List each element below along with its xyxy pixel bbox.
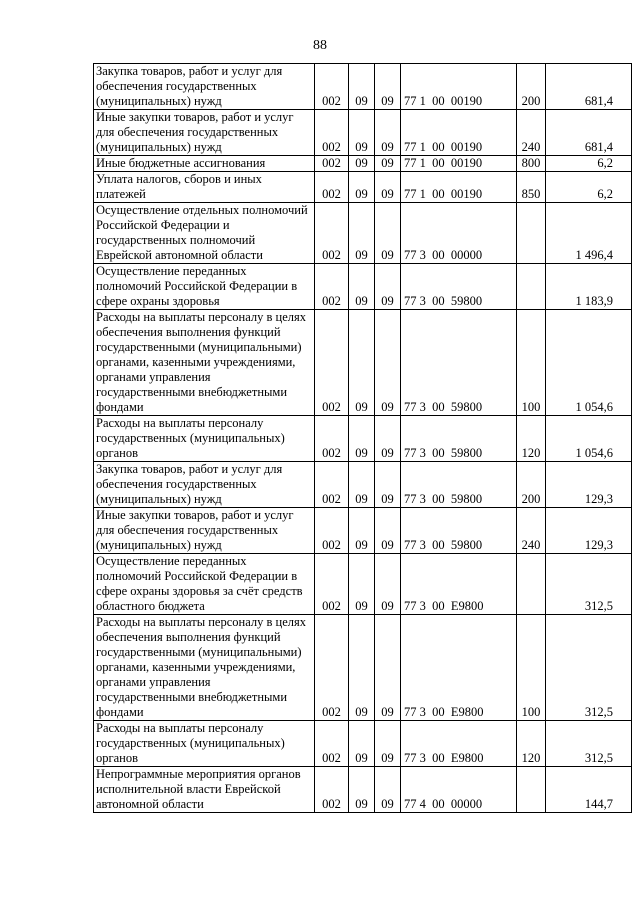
section-code: 09: [349, 172, 375, 203]
target-article-code: 77 3 00 59800: [401, 462, 517, 508]
target-article-code: 77 3 00 59800: [401, 264, 517, 310]
amount: 1 054,6: [546, 310, 632, 416]
expense-type-code: 240: [517, 110, 546, 156]
item-name: Иные закупки товаров, работ и услуг для обеспечения государственных (муниципальных) нужд: [94, 110, 315, 156]
expense-type-code: 850: [517, 172, 546, 203]
expense-type-code: 200: [517, 64, 546, 110]
target-article-code: 77 3 00 E9800: [401, 554, 517, 615]
ministry-code: 002: [315, 721, 349, 767]
table-row: [94, 508, 632, 554]
subsection-code: 09: [375, 203, 401, 264]
subsection-code: 09: [375, 416, 401, 462]
table-row: [94, 64, 632, 110]
item-name: Уплата налогов, сборов и иных платежей: [94, 172, 315, 203]
expense-type-code: 100: [517, 615, 546, 721]
amount: 1 183,9: [546, 264, 632, 310]
table-body: [94, 64, 632, 813]
amount: 6,2: [546, 156, 632, 172]
expense-type-code: [517, 767, 546, 813]
subsection-code: 09: [375, 462, 401, 508]
table-row: [94, 156, 632, 172]
subsection-code: 09: [375, 615, 401, 721]
target-article-code: 77 3 00 59800: [401, 310, 517, 416]
amount: 1 054,6: [546, 416, 632, 462]
subsection-code: 09: [375, 554, 401, 615]
section-code: 09: [349, 554, 375, 615]
subsection-code: 09: [375, 508, 401, 554]
ministry-code: 002: [315, 416, 349, 462]
section-code: 09: [349, 416, 375, 462]
table-row: [94, 310, 632, 416]
section-code: 09: [349, 615, 375, 721]
section-code: 09: [349, 110, 375, 156]
section-code: 09: [349, 203, 375, 264]
target-article-code: 77 4 00 00000: [401, 767, 517, 813]
subsection-code: 09: [375, 64, 401, 110]
ministry-code: 002: [315, 156, 349, 172]
amount: 6,2: [546, 172, 632, 203]
amount: 129,3: [546, 508, 632, 554]
ministry-code: 002: [315, 462, 349, 508]
item-name: Осуществление отдельных полномочий Российской Федерации и государственных полномочий Еврейской автономной области: [94, 203, 315, 264]
target-article-code: 77 1 00 00190: [401, 156, 517, 172]
item-name: Расходы на выплаты персоналу государственных (муниципальных) органов: [94, 721, 315, 767]
table-row: [94, 554, 632, 615]
item-name: Расходы на выплаты персоналу в целях обеспечения выполнения функций государственными (муниципальными) органами, казенными учреждениями, органами управления государственными внебюджетными фондами: [94, 310, 315, 416]
ministry-code: 002: [315, 172, 349, 203]
ministry-code: 002: [315, 310, 349, 416]
target-article-code: 77 1 00 00190: [401, 172, 517, 203]
expense-type-code: [517, 264, 546, 310]
expense-type-code: [517, 554, 546, 615]
table-row: [94, 767, 632, 813]
expense-type-code: 100: [517, 310, 546, 416]
amount: 144,7: [546, 767, 632, 813]
item-name: Непрограммные мероприятия органов исполнительной власти Еврейской автономной области: [94, 767, 315, 813]
page-number: 88: [313, 38, 327, 53]
table-row: [94, 721, 632, 767]
section-code: 09: [349, 462, 375, 508]
ministry-code: 002: [315, 264, 349, 310]
ministry-code: 002: [315, 767, 349, 813]
item-name: Расходы на выплаты персоналу в целях обеспечения выполнения функций государственными (муниципальными) органами, казенными учреждениями, органами управления государственными внебюджетными фондами: [94, 615, 315, 721]
expense-type-code: 800: [517, 156, 546, 172]
expense-type-code: 200: [517, 462, 546, 508]
target-article-code: 77 3 00 00000: [401, 203, 517, 264]
amount: 312,5: [546, 554, 632, 615]
section-code: 09: [349, 64, 375, 110]
budget-table: [93, 63, 632, 813]
table-row: [94, 615, 632, 721]
item-name: Иные бюджетные ассигнования: [94, 156, 315, 172]
item-name: Осуществление переданных полномочий Российской Федерации в сфере охраны здоровья: [94, 264, 315, 310]
expense-type-code: [517, 203, 546, 264]
target-article-code: 77 1 00 00190: [401, 64, 517, 110]
ministry-code: 002: [315, 203, 349, 264]
table-row: [94, 462, 632, 508]
subsection-code: 09: [375, 721, 401, 767]
section-code: 09: [349, 264, 375, 310]
section-code: 09: [349, 767, 375, 813]
amount: 312,5: [546, 721, 632, 767]
target-article-code: 77 3 00 E9800: [401, 721, 517, 767]
expense-type-code: 120: [517, 721, 546, 767]
section-code: 09: [349, 508, 375, 554]
table-row: [94, 203, 632, 264]
ministry-code: 002: [315, 508, 349, 554]
item-name: Осуществление переданных полномочий Российской Федерации в сфере охраны здоровья за счёт средств областного бюджета: [94, 554, 315, 615]
table-row: [94, 172, 632, 203]
item-name: Закупка товаров, работ и услуг для обеспечения государственных (муниципальных) нужд: [94, 64, 315, 110]
subsection-code: 09: [375, 110, 401, 156]
expense-type-code: 120: [517, 416, 546, 462]
ministry-code: 002: [315, 554, 349, 615]
item-name: Закупка товаров, работ и услуг для обеспечения государственных (муниципальных) нужд: [94, 462, 315, 508]
item-name: Иные закупки товаров, работ и услуг для обеспечения государственных (муниципальных) нужд: [94, 508, 315, 554]
target-article-code: 77 3 00 59800: [401, 508, 517, 554]
subsection-code: 09: [375, 310, 401, 416]
subsection-code: 09: [375, 767, 401, 813]
ministry-code: 002: [315, 110, 349, 156]
table-row: [94, 110, 632, 156]
amount: 1 496,4: [546, 203, 632, 264]
amount: 312,5: [546, 615, 632, 721]
ministry-code: 002: [315, 64, 349, 110]
target-article-code: 77 3 00 59800: [401, 416, 517, 462]
subsection-code: 09: [375, 172, 401, 203]
item-name: Расходы на выплаты персоналу государственных (муниципальных) органов: [94, 416, 315, 462]
ministry-code: 002: [315, 615, 349, 721]
target-article-code: 77 3 00 E9800: [401, 615, 517, 721]
section-code: 09: [349, 156, 375, 172]
amount: 681,4: [546, 110, 632, 156]
section-code: 09: [349, 721, 375, 767]
table-row: [94, 264, 632, 310]
amount: 129,3: [546, 462, 632, 508]
section-code: 09: [349, 310, 375, 416]
target-article-code: 77 1 00 00190: [401, 110, 517, 156]
subsection-code: 09: [375, 264, 401, 310]
expense-type-code: 240: [517, 508, 546, 554]
table-row: [94, 416, 632, 462]
amount: 681,4: [546, 64, 632, 110]
subsection-code: 09: [375, 156, 401, 172]
